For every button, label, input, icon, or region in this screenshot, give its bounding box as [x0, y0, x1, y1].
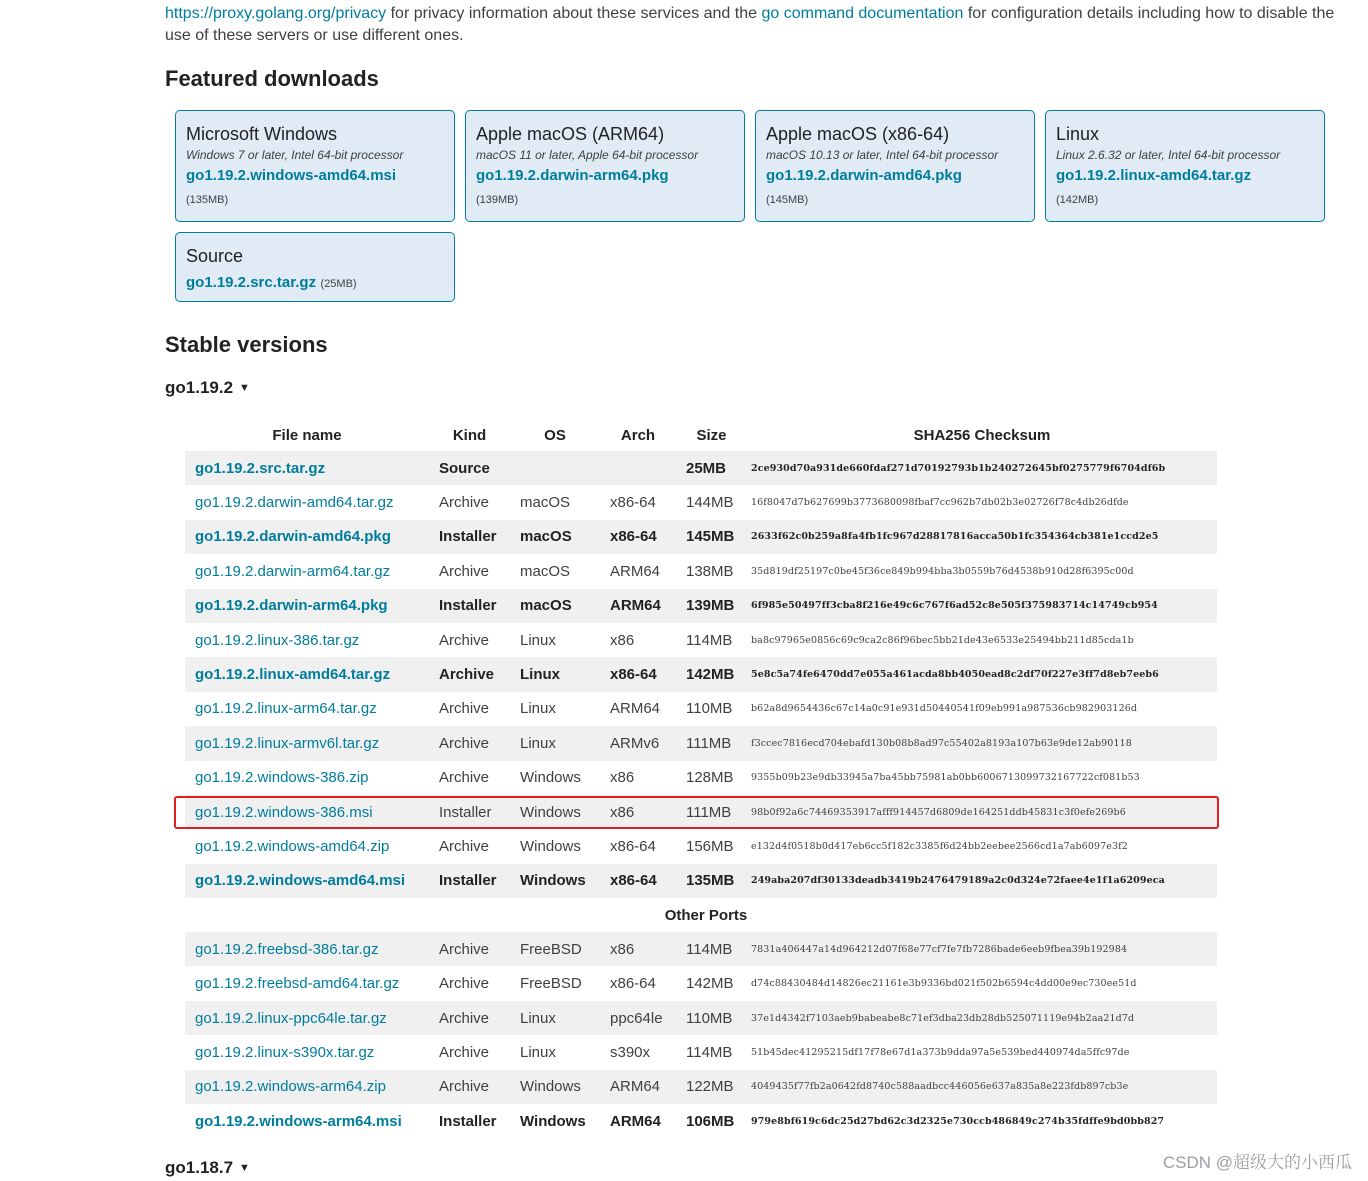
cell-size: 145MB: [676, 520, 747, 554]
downloads-table: [185, 420, 1217, 1138]
cell-arch: x86-64: [600, 966, 676, 1000]
cell-arch: x86-64: [600, 864, 676, 898]
table-header-row: [185, 420, 1217, 451]
watermark: CSDN @超级大的小西瓜: [1162, 1153, 1352, 1172]
cell-kind: Archive: [429, 554, 510, 588]
card-description: macOS 10.13 or later, Intel 64-bit processor: [766, 148, 999, 162]
col-header-arch: Arch: [620, 427, 656, 444]
table-row: [185, 1035, 1217, 1069]
cell-os: Linux: [510, 623, 600, 657]
cell-checksum: 16f8047d7b627699b3773680098fbaf7cc962b7db02b3e02726f78c4db26dfde: [747, 485, 1217, 519]
cell-filename[interactable]: go1.19.2.windows-amd64.zip: [185, 829, 429, 863]
cell-arch: s390x: [600, 1035, 676, 1069]
card-os-title: Apple macOS (ARM64): [476, 124, 665, 144]
version-toggle-go1-18-7[interactable]: [165, 1158, 250, 1178]
table-row: [185, 657, 1217, 691]
card-filename-link[interactable]: go1.19.2.darwin-amd64.pkg: [766, 167, 962, 184]
cell-kind: Installer: [429, 795, 510, 829]
cell-kind: Archive: [429, 966, 510, 1000]
table-row: [185, 692, 1217, 726]
cell-kind: Archive: [429, 657, 510, 691]
table-row: [185, 864, 1217, 898]
card-filename-link[interactable]: go1.19.2.windows-amd64.msi: [186, 167, 397, 184]
cell-size: 142MB: [676, 657, 747, 691]
cell-kind: Source: [429, 451, 510, 485]
cell-arch: ppc64le: [600, 1001, 676, 1035]
cell-checksum: 51b45dec41295215df17f78e67d1a373b9dda97a5e539bed440974da5ffc97de: [747, 1035, 1217, 1069]
go-command-doc-link[interactable]: go command documentation: [761, 5, 964, 22]
cell-kind: Installer: [429, 520, 510, 554]
other-ports-row: [185, 898, 1217, 932]
card-filename-link[interactable]: go1.19.2.linux-amd64.tar.gz: [1056, 167, 1252, 184]
cell-filename[interactable]: go1.19.2.darwin-arm64.tar.gz: [185, 554, 429, 588]
col-header-sha256: SHA256 Checksum: [913, 427, 1051, 444]
card-size: (25MB): [320, 278, 357, 290]
cell-filename[interactable]: go1.19.2.darwin-amd64.tar.gz: [185, 485, 429, 519]
table-row: [185, 726, 1217, 760]
cell-checksum: 2633f62c0b259a8fa4fb1fc967d28817816acca50b1fc354364cb381e1ccd2e5: [747, 520, 1217, 554]
cell-filename[interactable]: go1.19.2.freebsd-amd64.tar.gz: [185, 966, 429, 1000]
chevron-down-icon: ▼: [239, 382, 250, 394]
cell-size: 142MB: [676, 966, 747, 1000]
table-row: [185, 485, 1217, 519]
cell-checksum: d74c88430484d14826ec21161e3b9336bd021f502b6594c4dd00e9ec730ee51d: [747, 966, 1217, 1000]
cell-arch: x86: [600, 932, 676, 966]
featured-card-linux[interactable]: [1045, 110, 1325, 222]
cell-filename[interactable]: go1.19.2.linux-armv6l.tar.gz: [185, 726, 429, 760]
chevron-down-icon: ▼: [239, 1162, 250, 1174]
cell-filename[interactable]: go1.19.2.linux-386.tar.gz: [185, 623, 429, 657]
cell-filename[interactable]: go1.19.2.linux-ppc64le.tar.gz: [185, 1001, 429, 1035]
privacy-link[interactable]: https://proxy.golang.org/privacy: [165, 5, 387, 22]
cell-kind: Archive: [429, 623, 510, 657]
cell-kind: Archive: [429, 485, 510, 519]
cell-checksum: e132d4f0518b0d417eb6cc5f182c3385f6d24bb2eebee2566cd1a7ab6097e3f2: [747, 829, 1217, 863]
card-size: (145MB): [766, 194, 809, 206]
cell-arch: ARM64: [600, 692, 676, 726]
cell-filename[interactable]: go1.19.2.darwin-amd64.pkg: [185, 520, 429, 554]
stable-versions-heading: Stable versions: [165, 332, 328, 357]
cell-kind: Archive: [429, 932, 510, 966]
table-row: [185, 554, 1217, 588]
cell-os: Linux: [510, 657, 600, 691]
cell-checksum: 979e8bf619c6dc25d27bd62c3d2325e730ccb486849c274b35fdffe9bd0bb827: [747, 1104, 1217, 1138]
table-row: [185, 966, 1217, 1000]
cell-size: 156MB: [676, 829, 747, 863]
table-row: [185, 451, 1217, 485]
col-header-os: OS: [544, 427, 566, 444]
col-header-kind: Kind: [452, 427, 487, 444]
card-os-title: Microsoft Windows: [186, 124, 338, 144]
table-row: [185, 1001, 1217, 1035]
cell-checksum: 98b0f92a6c74469353917afff914457d6809de164251ddb45831c3f0efe269b6: [747, 795, 1217, 829]
cell-os: Linux: [510, 692, 600, 726]
cell-kind: Installer: [429, 864, 510, 898]
card-os-title: Apple macOS (x86-64): [766, 124, 950, 144]
card-size: (135MB): [186, 194, 229, 206]
cell-os: Windows: [510, 795, 600, 829]
cell-checksum: 249aba207df30133deadb3419b2476479189a2c0d324e72faee4e1f1a6209eca: [747, 864, 1217, 898]
card-filename-link[interactable]: go1.19.2.src.tar.gz: [186, 274, 317, 291]
cell-os: macOS: [510, 589, 600, 623]
cell-filename[interactable]: go1.19.2.windows-386.msi: [185, 795, 429, 829]
cell-size: 139MB: [676, 589, 747, 623]
cell-os: FreeBSD: [510, 966, 600, 1000]
cell-os: Windows: [510, 1104, 600, 1138]
cell-size: 114MB: [676, 1035, 747, 1069]
cell-size: 106MB: [676, 1104, 747, 1138]
cell-os: FreeBSD: [510, 932, 600, 966]
cell-os: macOS: [510, 485, 600, 519]
version-label: go1.19.2: [165, 378, 234, 397]
cell-arch: x86-64: [600, 520, 676, 554]
cell-size: 114MB: [676, 932, 747, 966]
cell-os: macOS: [510, 554, 600, 588]
cell-kind: Installer: [429, 589, 510, 623]
table-row: [185, 761, 1217, 795]
card-os-title: Linux: [1056, 124, 1100, 144]
cell-os: [510, 451, 600, 485]
table-row: [185, 1070, 1217, 1104]
cell-filename[interactable]: go1.19.2.windows-386.zip: [185, 761, 429, 795]
cell-os: macOS: [510, 520, 600, 554]
featured-card-macos-arm64[interactable]: [465, 110, 745, 222]
table-row: [185, 829, 1217, 863]
cell-arch: x86: [600, 761, 676, 795]
cell-size: 110MB: [676, 692, 747, 726]
featured-card-source[interactable]: [175, 232, 455, 302]
cell-os: Windows: [510, 864, 600, 898]
cell-os: Windows: [510, 1070, 600, 1104]
card-description: Linux 2.6.32 or later, Intel 64-bit processor: [1056, 148, 1281, 162]
cell-kind: Archive: [429, 1001, 510, 1035]
cell-os: Linux: [510, 1035, 600, 1069]
cell-checksum: b62a8d9654436c67c14a0c91e931d50440541f09eb991a987536cb982903126d: [747, 692, 1217, 726]
cell-checksum: 35d819df25197c0be45f36ce849b994bba3b0559b76d4538b910d28f6395c00d: [747, 554, 1217, 588]
cell-checksum: f3ccec7816ecd704ebafd130b08b8ad97c55402a8193a107b63e9de12ab90118: [747, 726, 1217, 760]
intro-paragraph: [165, 3, 1345, 47]
other-ports-label: Other Ports: [185, 898, 1217, 932]
cell-filename[interactable]: go1.19.2.windows-arm64.msi: [185, 1104, 429, 1138]
cell-arch: ARM64: [600, 554, 676, 588]
cell-os: Linux: [510, 1001, 600, 1035]
intro-text-2: for configuration details including how to disable the use of these servers or use different ones.: [165, 5, 1335, 44]
cell-filename[interactable]: go1.19.2.windows-arm64.zip: [185, 1070, 429, 1104]
cell-os: Linux: [510, 726, 600, 760]
col-header-filename: File name: [272, 427, 342, 444]
cell-arch: [600, 451, 676, 485]
cell-filename[interactable]: go1.19.2.linux-s390x.tar.gz: [185, 1035, 429, 1069]
table-row: [185, 1104, 1217, 1138]
cell-checksum: ba8c97965e0856c69c9ca2c86f96bec5bb21de43e6533e25494bb211d85cda1b: [747, 623, 1217, 657]
table-row: [185, 623, 1217, 657]
version-toggle-go1-19-2[interactable]: [165, 378, 250, 398]
cell-checksum: 37e1d4342f7103aeb9babeabe8c71ef3dba23db28db525071119e94b2aa21d7d: [747, 1001, 1217, 1035]
cell-filename[interactable]: go1.19.2.freebsd-386.tar.gz: [185, 932, 429, 966]
cell-size: 138MB: [676, 554, 747, 588]
card-filename-link[interactable]: go1.19.2.darwin-arm64.pkg: [476, 167, 669, 184]
cell-arch: ARMv6: [600, 726, 676, 760]
cell-arch: x86-64: [600, 485, 676, 519]
table-row: [185, 795, 1217, 829]
featured-downloads-heading: Featured downloads: [165, 66, 379, 91]
cell-filename[interactable]: go1.19.2.darwin-arm64.pkg: [185, 589, 429, 623]
col-header-size: Size: [696, 427, 727, 444]
cell-size: 111MB: [676, 726, 747, 760]
cell-arch: x86-64: [600, 829, 676, 863]
cell-size: 25MB: [676, 451, 747, 485]
cell-checksum: 7831a406447a14d964212d07f68e77cf7fe7fb7286bade6eeb9fbea39b192984: [747, 932, 1217, 966]
cell-checksum: 2ce930d70a931de660fdaf271d70192793b1b240272645bf0275779f6704df6b: [747, 451, 1217, 485]
featured-card-macos-x86-64[interactable]: [755, 110, 1035, 222]
version-label: go1.18.7: [165, 1158, 234, 1177]
table-row: [185, 589, 1217, 623]
card-description: Windows 7 or later, Intel 64-bit processor: [186, 148, 404, 162]
cell-size: 135MB: [676, 864, 747, 898]
cell-kind: Archive: [429, 829, 510, 863]
featured-card-windows[interactable]: [175, 110, 455, 222]
card-size: (142MB): [1056, 194, 1099, 206]
cell-arch: ARM64: [600, 1070, 676, 1104]
card-os-title: Source: [186, 246, 244, 266]
card-size: (139MB): [476, 194, 519, 206]
cell-filename[interactable]: go1.19.2.linux-arm64.tar.gz: [185, 692, 429, 726]
cell-size: 144MB: [676, 485, 747, 519]
cell-checksum: 4049435f77fb2a0642fd8740c588aadbcc446056e637a835a8e223fdb897cb3e: [747, 1070, 1217, 1104]
intro-text-1: for privacy information about these services and the: [386, 5, 762, 22]
cell-os: Windows: [510, 761, 600, 795]
cell-arch: x86: [600, 795, 676, 829]
cell-checksum: 5e8c5a74fe6470dd7e055a461acda8bb4050ead8c2df70f227e3ff7d8eb7eeb6: [747, 657, 1217, 691]
cell-kind: Archive: [429, 726, 510, 760]
card-description: macOS 11 or later, Apple 64-bit processor: [476, 148, 699, 162]
cell-kind: Archive: [429, 761, 510, 795]
cell-size: 114MB: [676, 623, 747, 657]
cell-kind: Archive: [429, 1070, 510, 1104]
cell-arch: ARM64: [600, 589, 676, 623]
cell-arch: ARM64: [600, 1104, 676, 1138]
cell-size: 122MB: [676, 1070, 747, 1104]
cell-checksum: 9355b09b23e9db33945a7ba45bb75981ab0bb6006713099732167722cf081b53: [747, 761, 1217, 795]
cell-kind: Installer: [429, 1104, 510, 1138]
cell-size: 128MB: [676, 761, 747, 795]
cell-size: 111MB: [676, 795, 747, 829]
cell-kind: Archive: [429, 692, 510, 726]
cell-kind: Archive: [429, 1035, 510, 1069]
table-row: [185, 932, 1217, 966]
cell-filename[interactable]: go1.19.2.linux-amd64.tar.gz: [185, 657, 429, 691]
cell-size: 110MB: [676, 1001, 747, 1035]
cell-os: Windows: [510, 829, 600, 863]
cell-filename[interactable]: go1.19.2.src.tar.gz: [185, 451, 429, 485]
cell-filename[interactable]: go1.19.2.windows-amd64.msi: [185, 864, 429, 898]
cell-checksum: 6f985e50497ff3cba8f216e49c6c767f6ad52c8e505f375983714c14749cb954: [747, 589, 1217, 623]
cell-arch: x86: [600, 623, 676, 657]
table-row: [185, 520, 1217, 554]
cell-arch: x86-64: [600, 657, 676, 691]
